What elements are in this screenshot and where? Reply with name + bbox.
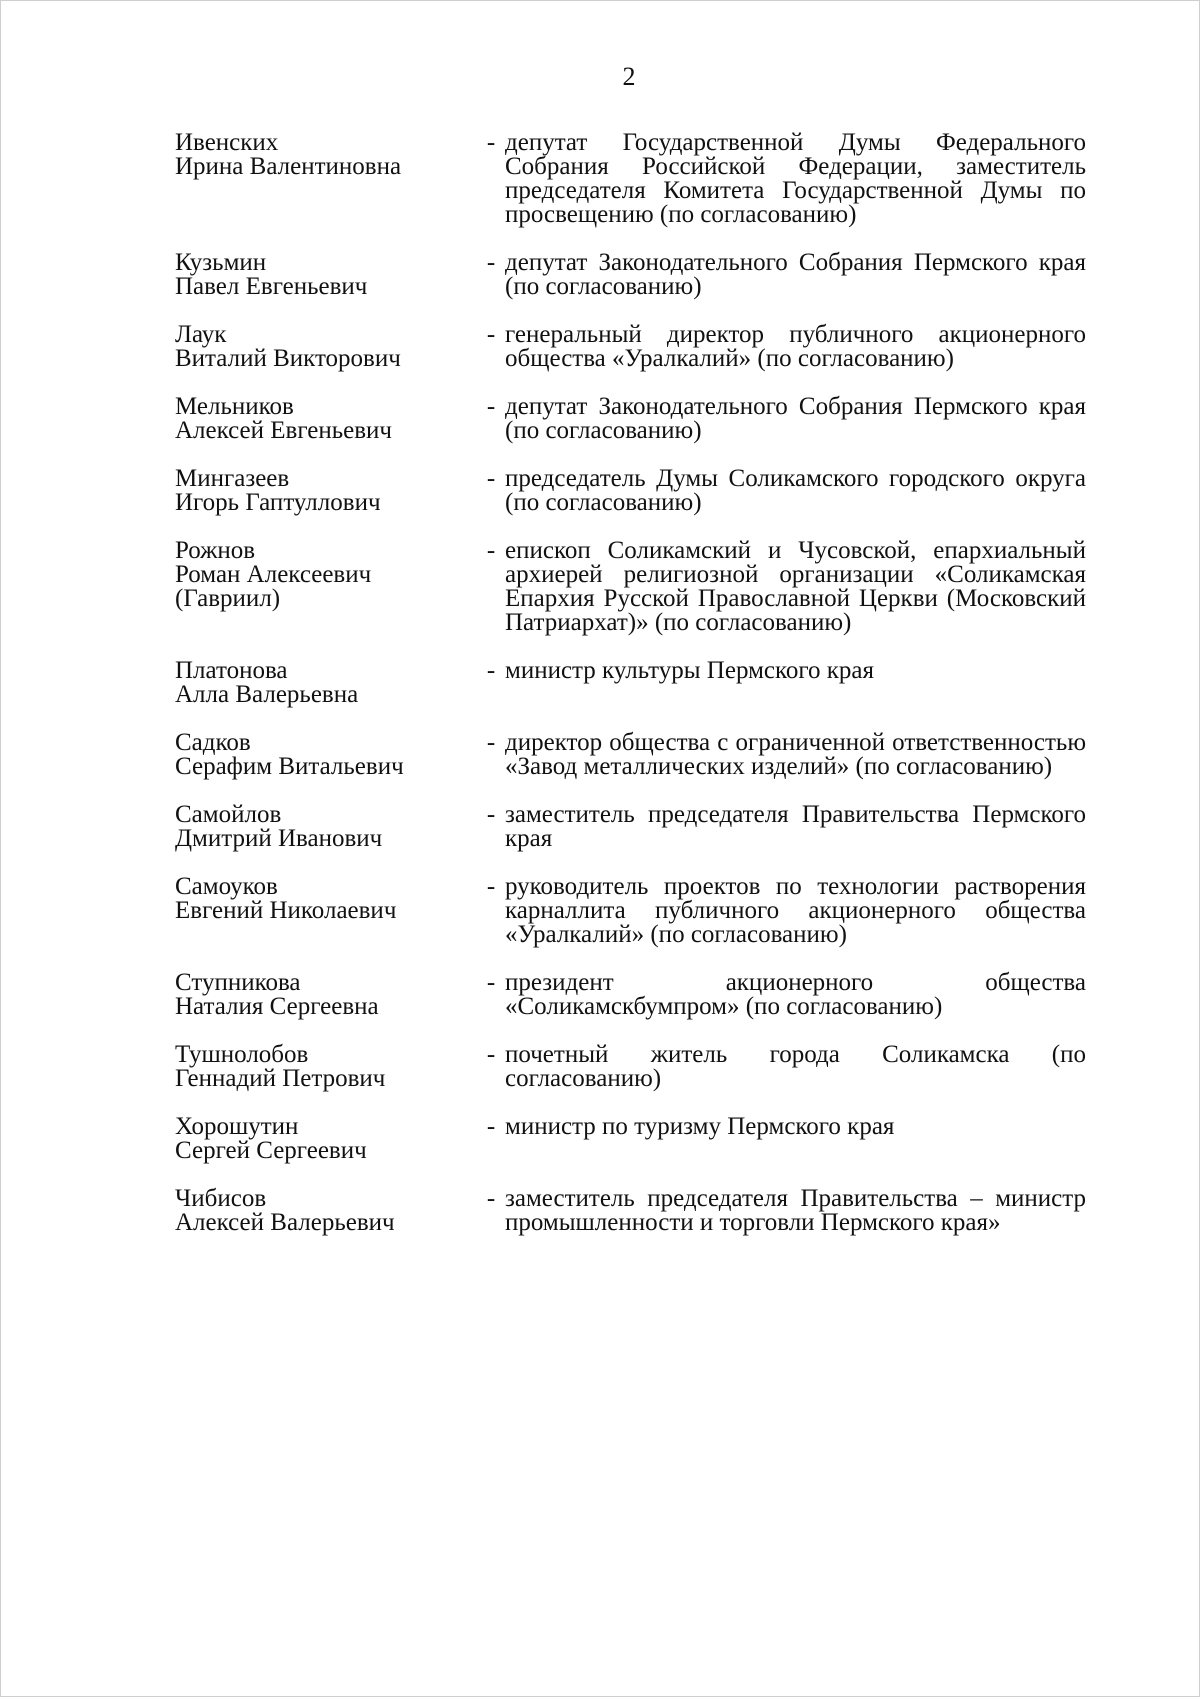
member-name <box>175 323 481 371</box>
member-given-name: Ирина Валентиновна <box>175 153 402 180</box>
member-name <box>175 539 481 635</box>
dash-separator: - <box>486 969 496 996</box>
member-surname: Ступникова <box>175 969 301 996</box>
member-role: заместитель председателя Правительства – министр промышленности и торговли Пермского края» <box>505 1185 1086 1236</box>
member-surname: Чибисов <box>175 1185 267 1212</box>
member-given-name: Дмитрий Иванович <box>175 825 383 852</box>
dash-separator: - <box>486 465 496 492</box>
member-given-name: Роман Алексеевич <box>175 561 372 588</box>
member-surname: Рожнов <box>175 537 256 564</box>
dash-separator: - <box>486 729 496 756</box>
member-given-name: Алла Валерьевна <box>175 681 359 708</box>
member-list <box>175 131 1088 1235</box>
member-role: заместитель председателя Правительства Пермского края <box>505 801 1086 852</box>
member-surname: Мельников <box>175 393 294 420</box>
member-role: руководитель проектов по технологии растворения карналлита публичного акционерного общества «Уралкалий» (по согласованию) <box>505 873 1086 948</box>
list-item <box>175 971 1088 1019</box>
member-surname: Садков <box>175 729 251 756</box>
list-item <box>175 251 1088 299</box>
member-surname: Платонова <box>175 657 288 684</box>
member-surname: Самоуков <box>175 873 278 900</box>
member-role: депутат Государственной Думы Федерального Собрания Российской Федерации, заместитель председателя Комитета Государственной Думы по просвещению (по согласованию) <box>505 129 1086 228</box>
member-role: почетный житель города Соликамска (по согласованию) <box>505 1041 1086 1092</box>
member-given-name: Евгений Николаевич <box>175 897 397 924</box>
member-given-name: Алексей Евгеньевич <box>175 417 393 444</box>
member-surname: Ивенских <box>175 129 279 156</box>
list-item <box>175 1187 1088 1235</box>
member-surname: Кузьмин <box>175 249 267 276</box>
member-surname: Мингазеев <box>175 465 290 492</box>
list-item <box>175 1115 1088 1163</box>
member-given-name: Алексей Валерьевич <box>175 1209 395 1236</box>
member-role: председатель Думы Соликамского городского округа (по согласованию) <box>505 465 1086 516</box>
dash-separator: - <box>486 249 496 276</box>
list-item <box>175 539 1088 635</box>
member-name <box>175 875 481 947</box>
member-role: епископ Соликамский и Чусовской, епархиальный архиерей религиозной организации «Соликамская Епархия Русской Православной Церкви (Московский Патриархат)» (по согласованию) <box>505 537 1086 636</box>
member-name <box>175 731 481 779</box>
member-surname: Лаук <box>175 321 227 348</box>
member-role: директор общества с ограниченной ответственностью «Завод металлических изделий» (по согласованию) <box>505 729 1086 780</box>
dash-separator: - <box>486 393 496 420</box>
member-given-name: Наталия Сергеевна <box>175 993 379 1020</box>
page-number: 2 <box>622 62 636 91</box>
member-surname: Самойлов <box>175 801 282 828</box>
member-role: президент акционерного общества «Соликамскбумпром» (по согласованию) <box>505 969 1086 1020</box>
member-role: депутат Законодательного Собрания Пермского края (по согласованию) <box>505 249 1086 300</box>
member-role: министр культуры Пермского края <box>505 657 874 684</box>
list-item <box>175 803 1088 851</box>
member-role: депутат Законодательного Собрания Пермского края (по согласованию) <box>505 393 1086 444</box>
member-surname: Хорошутин <box>175 1113 299 1140</box>
member-surname: Тушнолобов <box>175 1041 309 1068</box>
list-item <box>175 875 1088 947</box>
member-name <box>175 1187 481 1235</box>
dash-separator: - <box>486 1113 496 1140</box>
member-role: министр по туризму Пермского края <box>505 1113 895 1140</box>
member-name <box>175 1043 481 1091</box>
member-given-name: Павел Евгеньевич <box>175 273 368 300</box>
member-given-name: Серафим Витальевич <box>175 753 404 780</box>
list-item <box>175 1043 1088 1091</box>
dash-separator: - <box>486 1041 496 1068</box>
member-given-name: Игорь Гаптуллович <box>175 489 381 516</box>
member-name <box>175 131 481 227</box>
dash-separator: - <box>486 801 496 828</box>
member-name <box>175 803 481 851</box>
list-item <box>175 131 1088 227</box>
list-item <box>175 731 1088 779</box>
dash-separator: - <box>486 537 496 564</box>
member-name <box>175 251 481 299</box>
list-item <box>175 467 1088 515</box>
member-given-name: Сергей Сергеевич <box>175 1137 367 1164</box>
dash-separator: - <box>486 657 496 684</box>
list-item <box>175 659 1088 707</box>
member-given-name: Виталий Викторович <box>175 345 401 372</box>
dash-separator: - <box>486 129 496 156</box>
member-name <box>175 395 481 443</box>
list-item <box>175 323 1088 371</box>
member-name <box>175 971 481 1019</box>
list-item <box>175 395 1088 443</box>
member-role: генеральный директор публичного акционерного общества «Уралкалий» (по согласованию) <box>505 321 1086 372</box>
member-name <box>175 659 481 707</box>
member-religious-name: (Гавриил) <box>175 585 281 612</box>
dash-separator: - <box>486 873 496 900</box>
dash-separator: - <box>486 321 496 348</box>
member-name <box>175 1115 481 1163</box>
member-given-name: Геннадий Петрович <box>175 1065 386 1092</box>
member-name <box>175 467 481 515</box>
dash-separator: - <box>486 1185 496 1212</box>
